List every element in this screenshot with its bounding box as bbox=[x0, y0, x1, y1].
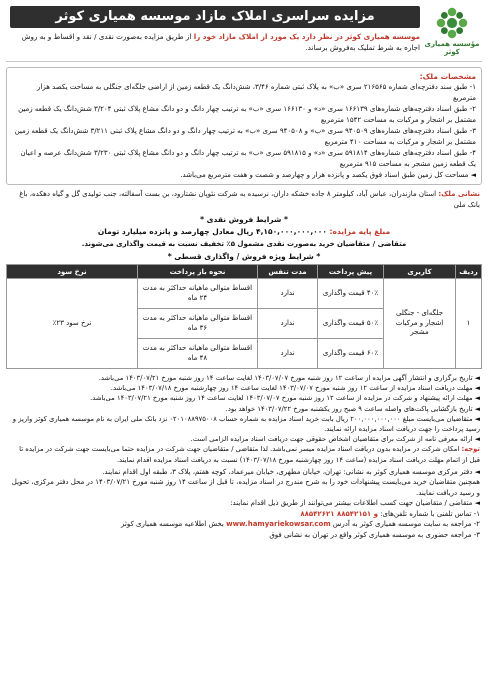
spec-item: ۴- طبق اسناد دفترچه‌های شماره‌های ۵۹۱۸۱۴ سری «د» و ۵۹۱۸۱۵ سری «ب» به ترتیب چهار دانگ و دو دانگ مشاع پلاک ثبتی ۳/۲۳۰ شش‌دانگ عرصه و اعیان یک قطعه زمین مشجر به مساحت ۹۱۵ مترمربع bbox=[20, 149, 476, 168]
phone-prefix: ۱- تماس تلفنی با شماره تلفن‌های: bbox=[380, 509, 480, 518]
repay-cell: اقساط متوالی ماهیانه حداکثر به مدت ۲۴ ماه bbox=[138, 279, 258, 309]
intro-highlight: موسسه همیاری کوثر در نظر دارد یک مورد از املاک مازاد خود را bbox=[193, 32, 420, 41]
cash-section-title: * شرایط فروش نقدی * bbox=[200, 215, 288, 224]
property-specs-box bbox=[6, 67, 482, 185]
prepay-cell: ۵۰٪ قیمت واگذاری bbox=[318, 309, 384, 339]
website-link[interactable]: www.hamyariekowsar.com bbox=[226, 520, 331, 529]
logo-text: مؤسسه همیاری کوثر bbox=[424, 40, 480, 56]
site-prefix: ۲- مراجعه به سایت موسسه همیاری کوثر به آدرس bbox=[332, 520, 480, 529]
base-price bbox=[6, 227, 482, 236]
submission-note: همچنین متقاضیان خرید می‌بایست پیشنهادات خود را به شرح مندرج در اسناد مزایده، تا قبل از ساعت ۱۴ روز شنبه مورخ ۱۴۰۳/۰۷/۲۱ در محل دفتر مرکزی، تحویل و رسید دریافت نمایند. bbox=[11, 478, 480, 497]
col-header-usage: کاربری bbox=[384, 265, 456, 279]
kowsar-logo-icon bbox=[435, 6, 469, 40]
installment-section-title: * شرایط ویژه فروش / واگذاری قسطی * bbox=[167, 252, 321, 261]
condition-item: ◄ مهلت دریافت اسناد مزایده از ساعت ۱۲ روز شنبه مورخ ۱۴۰۳/۰۷/۰۷ لغایت ساعت ۱۴ روز چهارشنبه مورخ ۱۴۰۳/۰۷/۱۸ می‌باشد. bbox=[110, 384, 480, 393]
grace-cell: ندارد bbox=[258, 309, 318, 339]
location-label: نشانی ملک: bbox=[438, 190, 480, 198]
spec-total: ◄ مساحت کل زمین طبق اسناد فوق یکصد و پانزده هزار و چهارصد و شصت و هفت مترمربع می‌باشد. bbox=[180, 171, 476, 179]
col-header-row-number: ردیف bbox=[456, 265, 482, 279]
notice-label: توجه: bbox=[461, 445, 480, 454]
base-price-value: ۴,۱۵۰,۰۰۰,۰۰۰,۰۰۰ ریال معادل چهارصد و پانزده میلیارد تومان bbox=[97, 227, 327, 236]
intro-text bbox=[10, 31, 420, 53]
row-number-cell: ۱ bbox=[456, 279, 482, 369]
spec-item: ۳- طبق اسناد دفترچه‌های شماره‌های ۹۴۰۵۰۹ سری «ب» و ۹۴۰۵۰۸ سری «ب» به ترتیب چهار دانگ و دو دانگ مشاع پلاک ثبتی ۳/۲۱۱ شش‌دانگ یک قطعه زمین مشتمل بر اشجار و مرکبات به مساحت ۴۱۰ مترمربع bbox=[14, 127, 476, 146]
condition-item: ◄ متقاضیان می‌بایست مبلغ ۲۰۰,۰۰۰,۰۰۰,۰۰۰ ریال بابت خرید اسناد مزایده به شماره حساب ۰۲۰۱۰۸۸۹۷۵۰۰۸ نزد بانک ملی ایران به نام موسسه همیاری کوثر واریز و رسید پرداخت را جهت دریافت اسناد مزایده ارائه نمایند. bbox=[12, 414, 480, 434]
col-header-grace: مدت تنفس bbox=[258, 265, 318, 279]
condition-item: ◄ مهلت ارائه پیشنهاد و شرکت در مزایده از ساعت ۱۲ روز شنبه مورخ ۱۴۰۳/۰۷/۰۷ لغایت ساعت ۱۴ روز شنبه مورخ ۱۴۰۳/۰۷/۲۱ می‌باشد. bbox=[90, 394, 480, 403]
grace-cell: ندارد bbox=[258, 279, 318, 309]
header bbox=[6, 4, 482, 62]
site-suffix: بخش اطلاعیه موسسه همیاری کوثر bbox=[121, 520, 224, 529]
col-header-prepayment: پیش پرداخت bbox=[318, 265, 384, 279]
contact-site-line bbox=[8, 519, 480, 530]
col-header-repayment: نحوه باز پرداخت bbox=[138, 265, 258, 279]
condition-item: ◄ ارائه معرفی نامه از شرکت برای متقاضیان اشخاص حقوقی جهت دریافت اسناد مزایده الزامی است. bbox=[190, 435, 480, 444]
condition-item: ◄ تاریخ برگزاری و انتشار آگهی مزایده از ساعت ۱۲ روز شنبه مورخ ۱۴۰۳/۰۷/۰۷ لغایت ساعت ۱۴ روز شنبه مورخ ۱۴۰۳/۰۷/۲۱ می‌باشد. bbox=[98, 374, 480, 382]
repay-cell: اقساط متوالی ماهیانه حداکثر به مدت ۳۶ ماه bbox=[138, 309, 258, 339]
info-heading: ◄ متقاضی / متقاضیان جهت کسب اطلاعات بیشتر می‌توانند از طریق ذیل اقدام نمایند: bbox=[230, 499, 480, 508]
table-header-row bbox=[7, 265, 482, 279]
cash-discount-note: متقاضی / متقاضیان خرید به‌صورت نقدی مشمول ۵٪ تخفیف نسبت به قیمت واگذاری می‌شوند. bbox=[81, 240, 407, 248]
office-address: ◄ دفتر مرکزی موسسه همیاری کوثر به نشانی: تهران، خیابان مطهری، خیابان میرعماد، کوچه هفتم، پلاک ۳، طبقه اول اقدام نمایند. bbox=[102, 467, 480, 476]
grace-cell: ندارد bbox=[258, 339, 318, 369]
notice-item bbox=[8, 444, 480, 464]
col-header-profit: نرخ سود bbox=[7, 265, 138, 279]
specs-title: مشخصات ملک: bbox=[419, 72, 476, 81]
phone-numbers[interactable]: ۸۸۵۴۲۶۲۱ و ۸۸۵۴۲۱۵۱ bbox=[300, 509, 378, 518]
logo bbox=[424, 6, 480, 56]
repay-cell: اقساط متوالی ماهیانه حداکثر به مدت ۴۸ ماه bbox=[138, 339, 258, 369]
spec-item: ۲- طبق اسناد دفترچه‌های شماره‌های ۱۶۶۱۳۹ سری «د» و ۱۶۶۱۳۰ سری «ب» به ترتیب چهار دانگ و دو دانگ مشاع پلاک ثبتی ۳/۲۰۴ شش‌دانگ یک قطعه زمین مشتمل بر اشجار و مرکبات به مساحت ۱۵۴۲ مترمربع bbox=[18, 105, 476, 124]
prepay-cell: ۶۰٪ قیمت واگذاری bbox=[318, 339, 384, 369]
notice-text: امکان شرکت در مزایده بدون دریافت اسناد مزایده میسر نمی‌باشد. لذا متقاضی / متقاضیان جهت شرکت در مزایده حتما می‌بایست جهت شرکت در مزایده تا قبل از اتمام مهلت دریافت اسناد مزایده (ساعت ۱۴ روز چهارشنبه مورخ ۱۴۰۳/۰۷/۱۸) نسبت به دریافت اسناد مزایده اقدام نمایند. bbox=[19, 445, 480, 464]
property-location bbox=[6, 189, 482, 211]
footer bbox=[6, 467, 482, 541]
profit-cell: نرخ سود ۲۳٪ bbox=[7, 279, 138, 369]
location-text: استان مازندران، عباس آباد، کیلومتر ۸ جاده خشکه داران، نرسیده به شرکت نئوپان نشتارود، بن بست آسفالته، جنب تولیدی گل و گیاه دهکده، باغ بانک ملی bbox=[19, 190, 480, 209]
usage-cell: جلگه‌ای - جنگلی اشجار و مرکبات مشجر bbox=[384, 279, 456, 369]
base-price-label: مبلغ پایه مزایده: bbox=[329, 227, 391, 236]
page-title: مزایده سراسری املاک مازاد موسسه همیاری کوثر bbox=[10, 6, 420, 28]
intro-rest: از طریق مزایده به‌صورت نقدی / نقد و اقساط و به روش اجاره به شرط تملیک به‌فروش برساند. bbox=[21, 32, 420, 52]
prepay-cell: ۴۰٪ قیمت واگذاری bbox=[318, 279, 384, 309]
installment-table bbox=[6, 264, 482, 369]
spec-item: ۱- طبق سند دفترچه‌ای شماره ۲۱۶۵۶۵ سری «ب» به پلاک ثبتی شماره ۳/۴۶، شش‌دانگ یک قطعه زمین از اراضی جلگه‌ای جنگلی به مساحت یکصد هزار مترمربع bbox=[37, 83, 476, 102]
conditions-list bbox=[6, 373, 482, 465]
contact-visit-line: ۳- مراجعه حضوری به موسسه همیاری کوثر واقع در تهران به نشانی فوق bbox=[269, 530, 480, 539]
table-row bbox=[7, 279, 482, 309]
contact-phone-line bbox=[8, 509, 480, 520]
condition-item: ◄ تاریخ بازگشایی پاکت‌های واصله ساعت ۹ صبح روز یکشنبه مورخ ۱۴۰۳/۰۷/۲۲ خواهد بود. bbox=[225, 404, 480, 413]
